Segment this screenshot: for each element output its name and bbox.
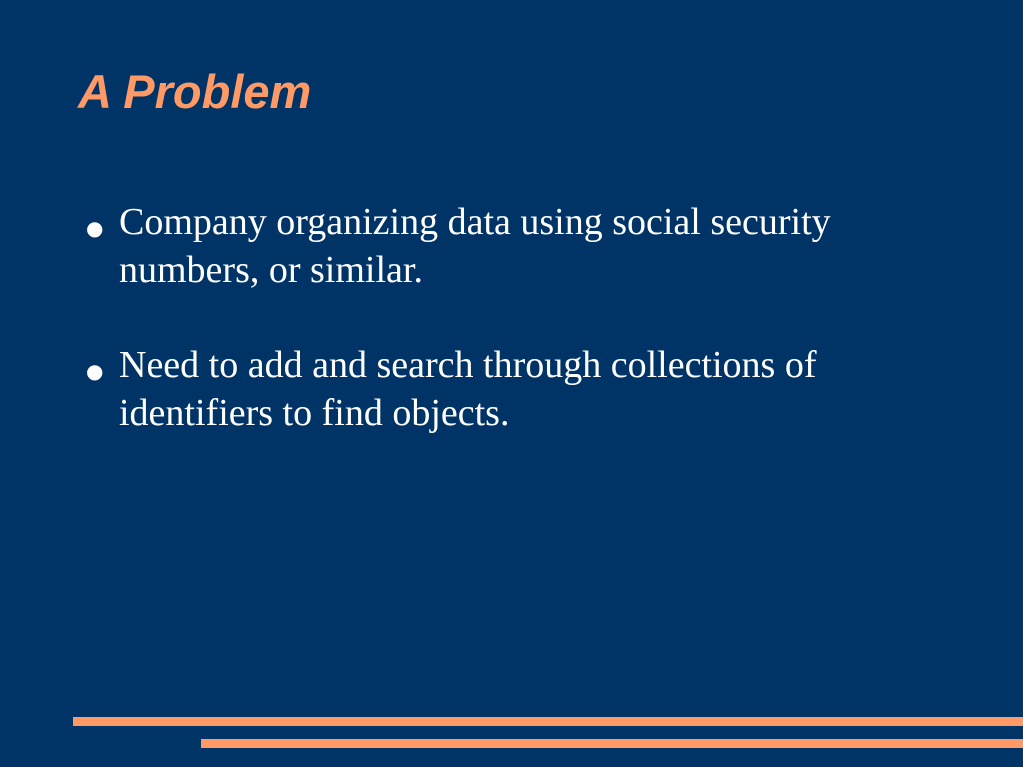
accent-bar-bottom xyxy=(201,739,1023,748)
accent-bar-top xyxy=(73,717,1023,726)
bullet-item xyxy=(0,341,919,437)
bullet-dot-icon: ● xyxy=(86,359,104,383)
slide-title: A Problem xyxy=(78,65,312,118)
bullet-list xyxy=(0,198,919,484)
bullet-text: Need to add and search through collections of identifiers to find objects. xyxy=(119,344,817,434)
bullet-dot-icon: ● xyxy=(86,216,104,240)
bullet-item xyxy=(0,198,919,294)
bullet-text: Company organizing data using social security numbers, or similar. xyxy=(119,201,831,291)
